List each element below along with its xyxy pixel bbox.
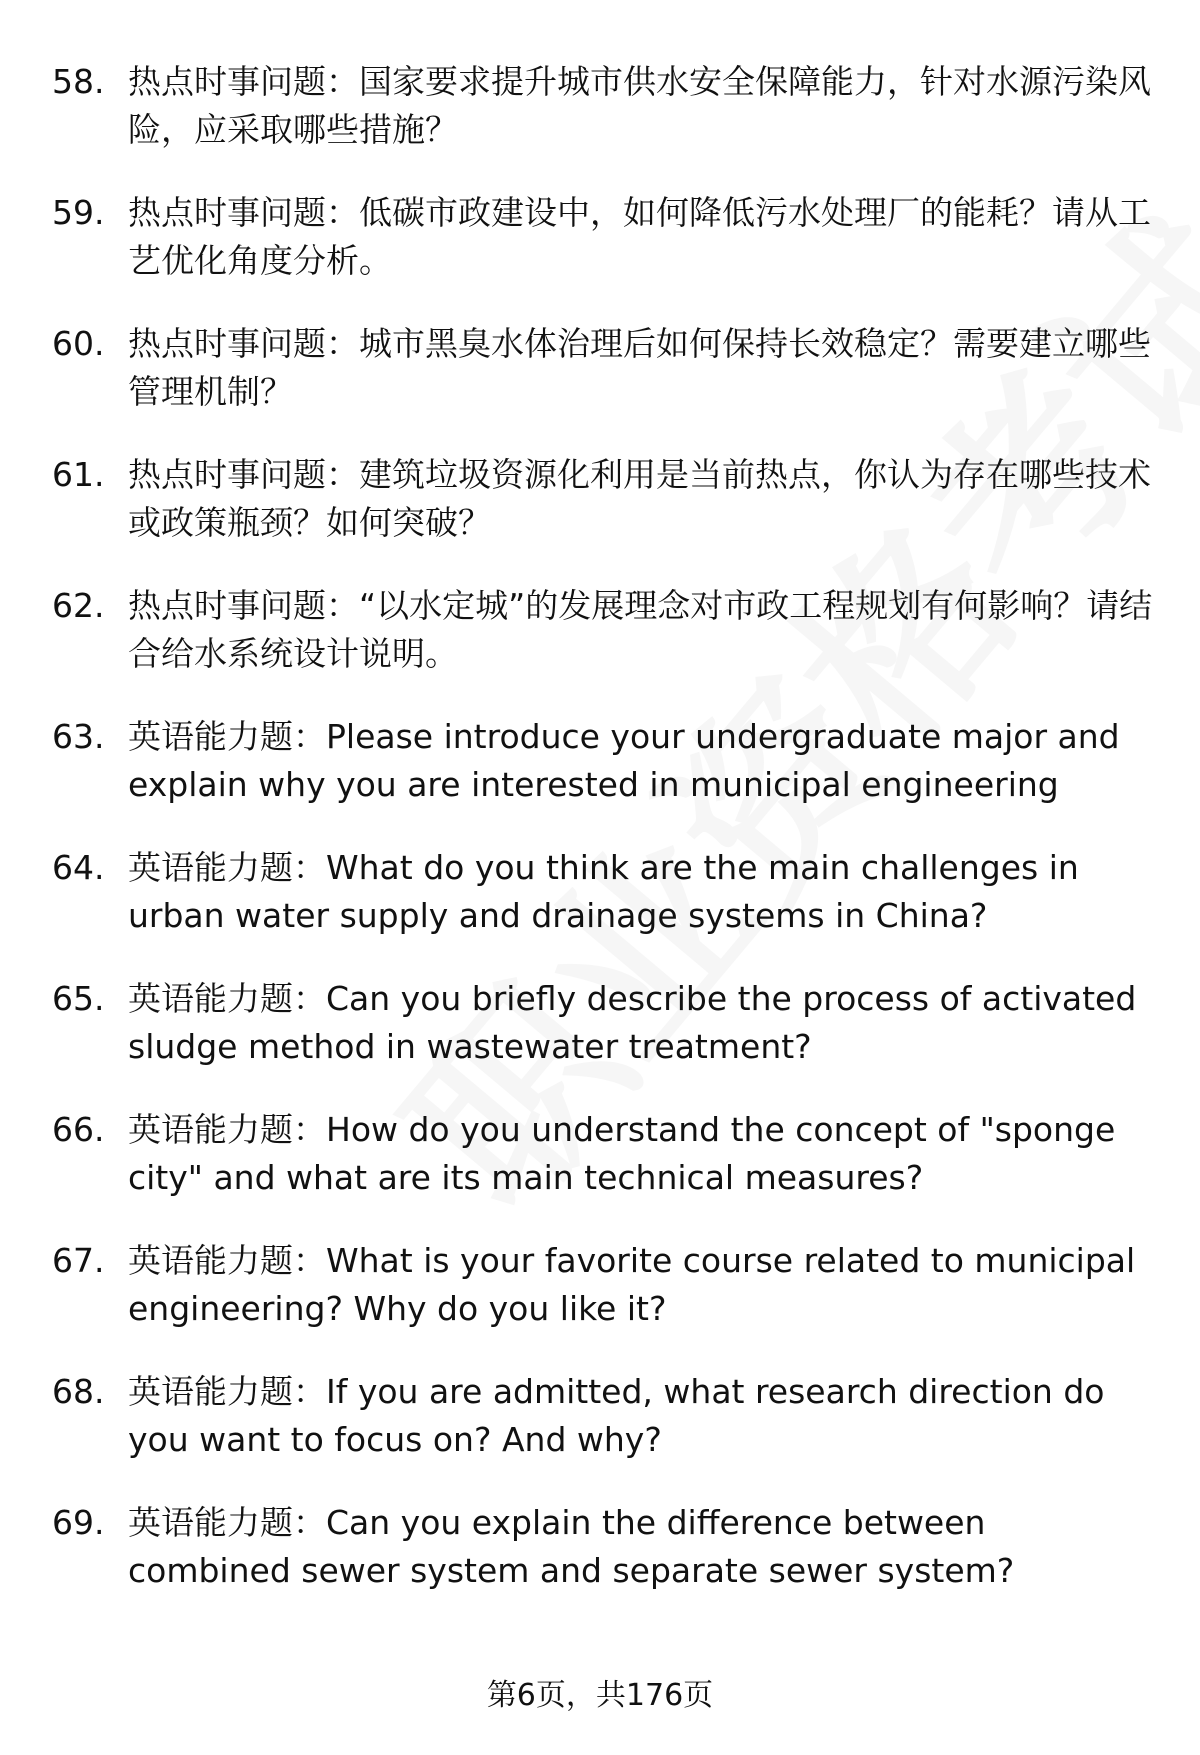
question-text: What is your favorite course related to municipal engineering? Why do you like it? [128,1241,1136,1328]
question-category: 英语能力题： [128,1110,326,1149]
question-text: Can you explain the difference between combined sewer system and separate sewer system? [128,1503,1015,1590]
question-number: 67. [52,1241,105,1280]
question-category: 英语能力题： [128,717,326,756]
question-number: 64. [52,848,105,887]
question-text-block [128,58,1158,154]
question-text: “以水定城”的发展理念对市政工程规划有何影响？请结合给水系统设计说明。 [128,586,1153,673]
question-category: 英语能力题： [128,1241,326,1280]
question-item-65 [0,975,1200,1071]
question-text: 国家要求提升城市供水安全保障能力，针对水源污染风险，应采取哪些措施？ [128,62,1151,149]
question-number: 65. [52,979,105,1018]
question-text-block [128,975,1158,1071]
question-item-59 [0,189,1200,285]
question-category: 英语能力题： [128,979,326,1018]
question-number: 60. [52,324,105,363]
question-text-block [128,844,1158,940]
question-number: 61. [52,455,105,494]
question-category: 热点时事问题： [128,324,359,363]
question-text-block [128,582,1158,678]
question-category: 英语能力题： [128,848,326,887]
question-number: 59. [52,193,105,232]
question-item-68 [0,1368,1200,1464]
question-item-64 [0,844,1200,940]
question-category: 热点时事问题： [128,586,359,625]
question-item-61 [0,451,1200,547]
question-text-block [128,1368,1158,1464]
question-text: If you are admitted, what research direction do you want to focus on? And why? [128,1372,1105,1459]
question-list [0,58,1200,1630]
question-category: 英语能力题： [128,1503,326,1542]
question-text-block [128,320,1158,416]
question-number: 69. [52,1503,105,1542]
question-item-60 [0,320,1200,416]
question-text-block [128,1106,1158,1202]
question-number: 63. [52,717,105,756]
page-number-footer: 第6页，共176页 [486,1678,714,1713]
question-number: 58. [52,62,105,101]
question-text: 建筑垃圾资源化利用是当前热点，你认为存在哪些技术或政策瓶颈？如何突破？ [128,455,1151,542]
question-item-58 [0,58,1200,154]
question-item-67 [0,1237,1200,1333]
question-category: 英语能力题： [128,1372,326,1411]
question-category: 热点时事问题： [128,62,359,101]
question-text: 低碳市政建设中，如何降低污水处理厂的能耗？请从工艺优化角度分析。 [128,193,1151,280]
question-text: What do you think are the main challenges in urban water supply and drainage systems in China? [128,848,1079,935]
question-text-block [128,1237,1158,1333]
question-item-62 [0,582,1200,678]
question-text-block [128,1499,1158,1595]
question-text: Can you briefly describe the process of activated sludge method in wastewater treatment? [128,979,1137,1066]
question-text-block [128,451,1158,547]
question-item-66 [0,1106,1200,1202]
question-text: Please introduce your undergraduate major and explain why you are interested in municipal engineering [128,717,1120,804]
question-number: 62. [52,586,105,625]
question-text: How do you understand the concept of "sponge city" and what are its main technical measures? [128,1110,1116,1197]
question-number: 66. [52,1110,105,1149]
question-text-block [128,713,1158,809]
question-category: 热点时事问题： [128,455,359,494]
question-item-69 [0,1499,1200,1595]
question-category: 热点时事问题： [128,193,359,232]
question-number: 68. [52,1372,105,1411]
question-text-block [128,189,1158,285]
question-text: 城市黑臭水体治理后如何保持长效稳定？需要建立哪些管理机制？ [128,324,1151,411]
question-item-63 [0,713,1200,809]
